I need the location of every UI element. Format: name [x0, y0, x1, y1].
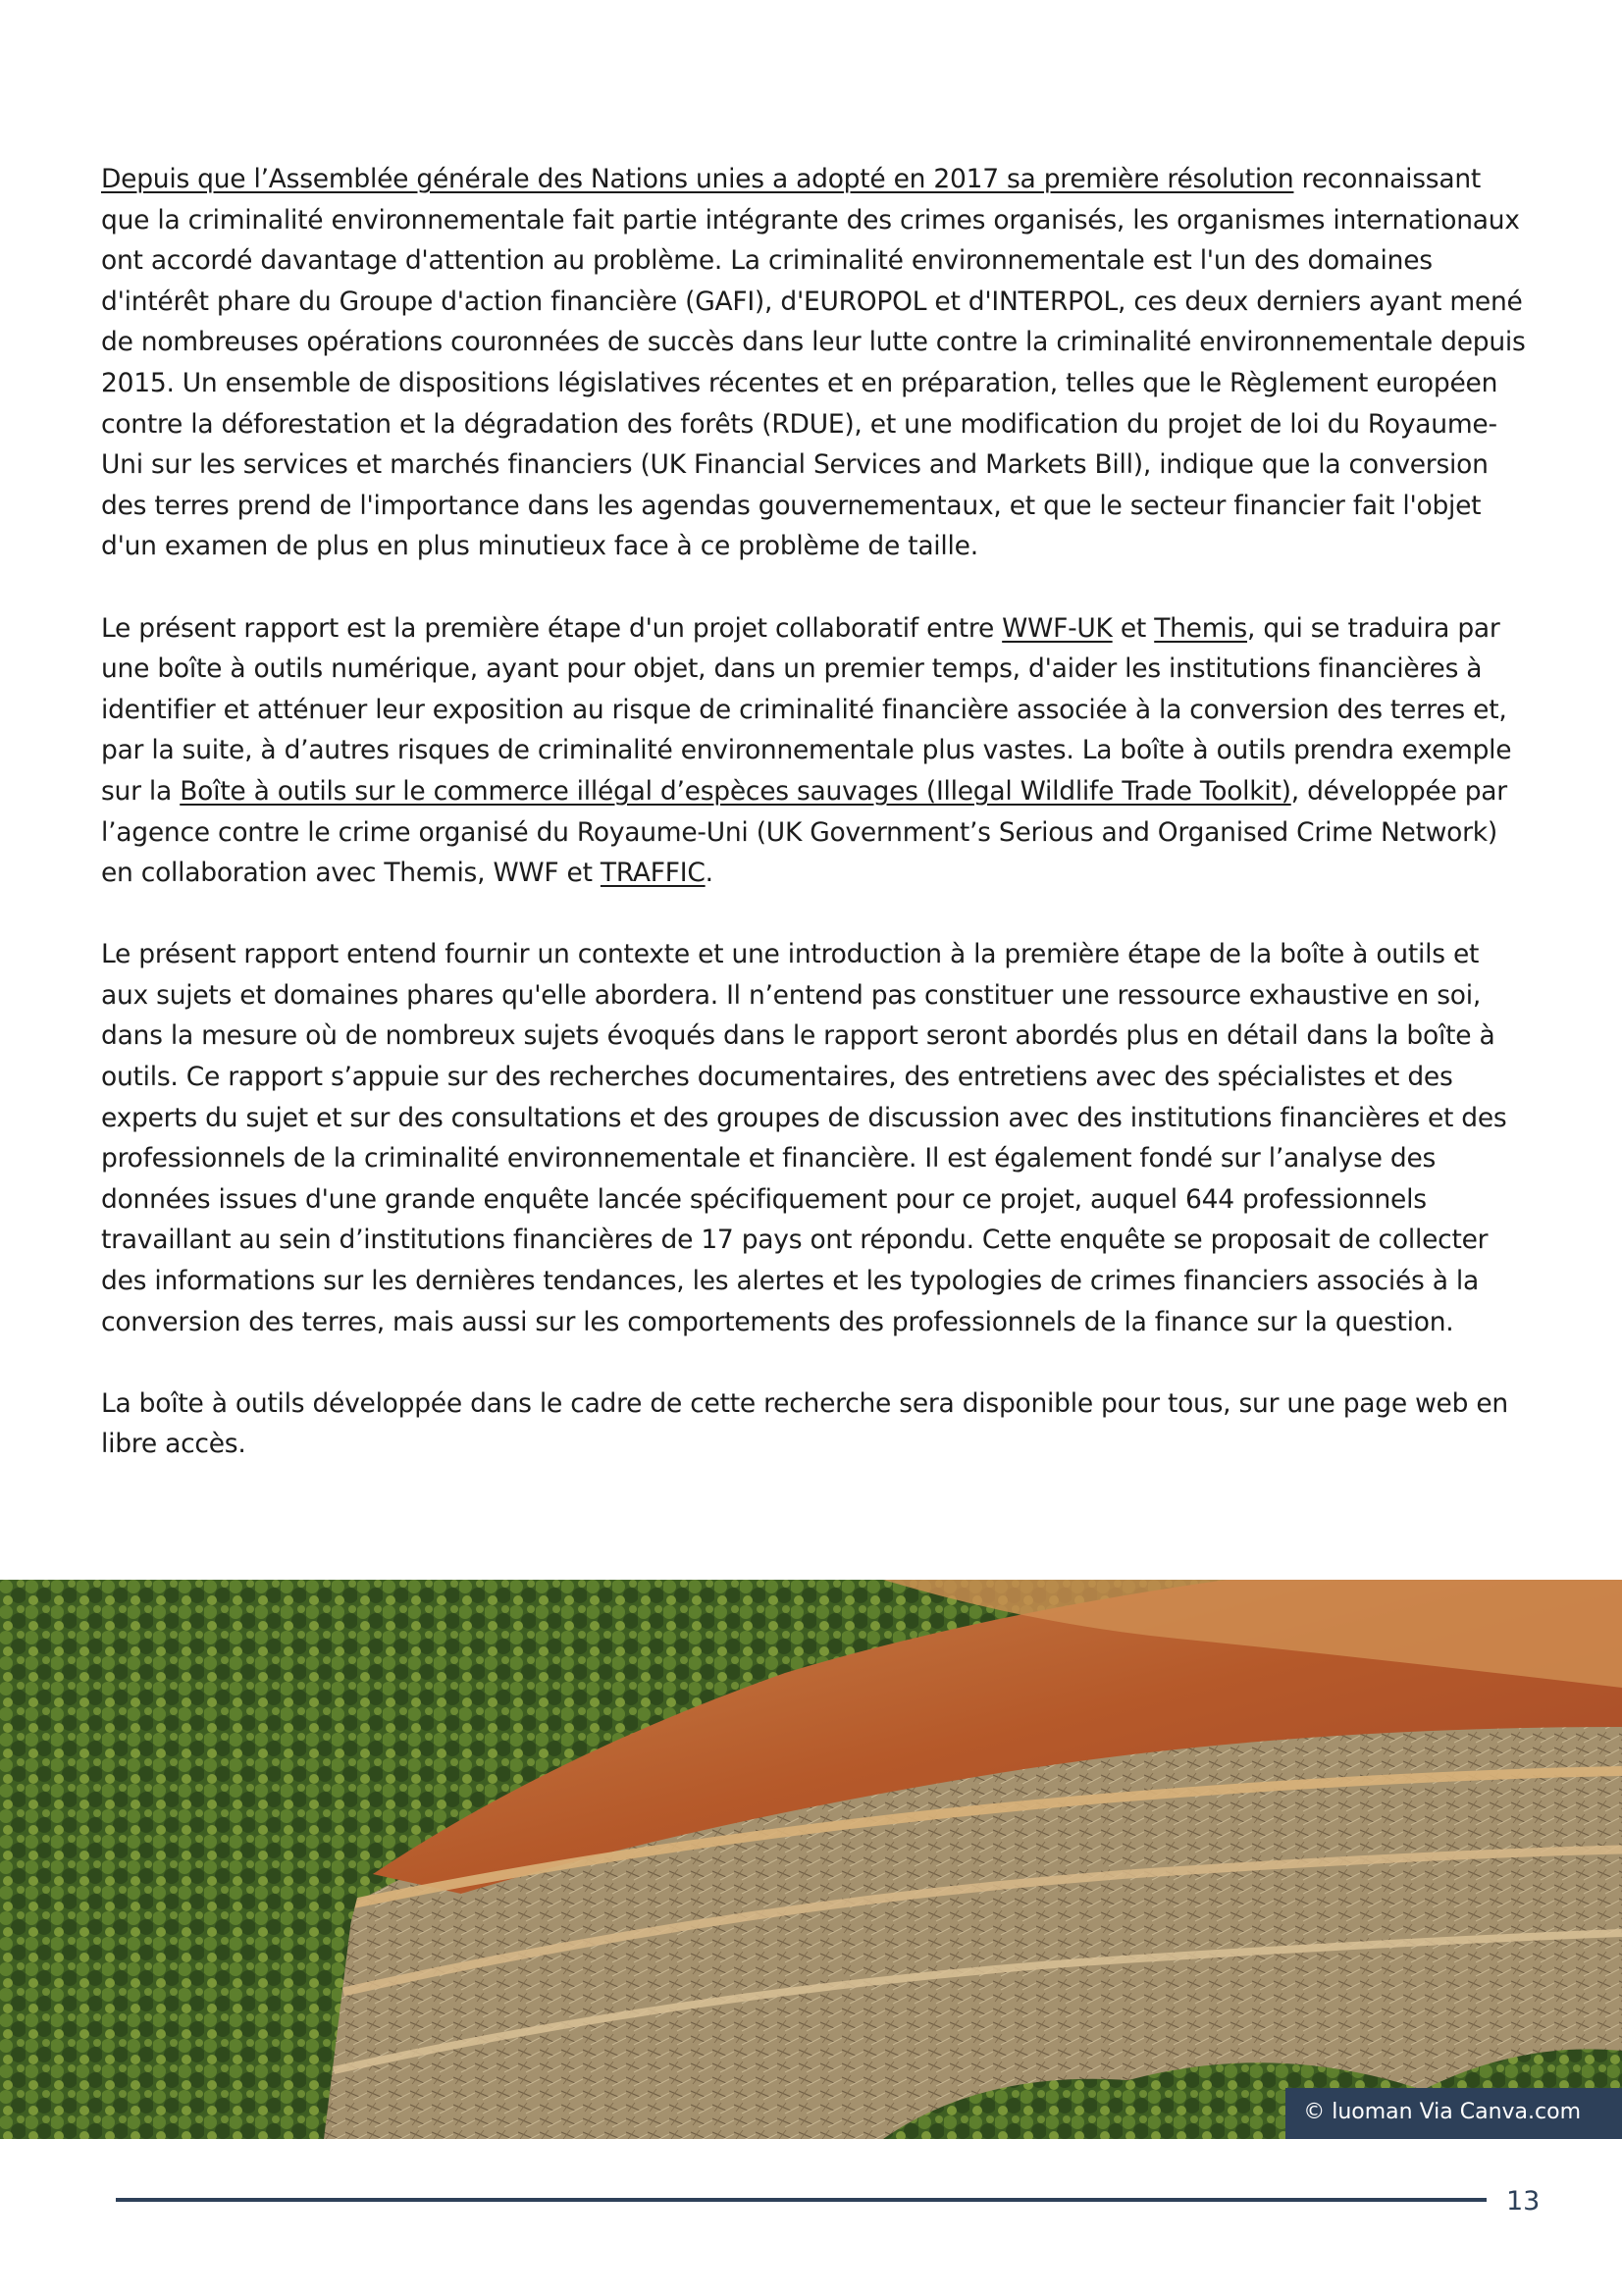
photo-credit: © luoman Via Canva.com [1285, 2088, 1622, 2139]
body-text [101, 159, 1526, 1506]
paragraph [101, 159, 1526, 567]
inline-link[interactable]: TRAFFIC [600, 858, 706, 889]
paragraph [101, 608, 1526, 894]
footer-rule [116, 2198, 1487, 2202]
paragraph [101, 934, 1526, 1342]
page-number: 13 [1506, 2186, 1541, 2217]
deforestation-photo-illustration [0, 1580, 1622, 2139]
inline-link[interactable]: Themis [1154, 612, 1247, 644]
paragraph-text: Le présent rapport entend fournir un contexte et une introduction à la première étape de la boîte à outils et aux sujets et domaines phares qu'elle abordera. Il n’entend pas constituer une ressource exhaustive en soi, dans la mesure où de nombreux sujets évoqués dans le rapport seront abordés plus en détail dans la boîte à outils. Ce rapport s’appuie sur des recherches documentaires, des entretiens avec des spécialistes et des experts du sujet et sur des consultations et des groupes de discussion avec des institutions financières et des professionnels de la criminalité environnementale et financière. Il est également fondé sur l’analyse des données issues d'une grande enquête lancée spécifiquement pour ce projet, auquel 644 professionnels travaillant au sein d’institutions financières de 17 pays ont répondu. Cette enquête se proposait de collecter des informations sur les dernières tendances, les alertes et les typologies de crimes financiers associés à la conversion des terres, mais aussi sur les comportements des professionnels de la finance sur la question. [101, 939, 1507, 1337]
inline-link[interactable]: Depuis que l’Assemblée générale des Nations unies a adopté en 2017 sa première résolution [101, 164, 1294, 194]
paragraph-text: , développée par l’agence contre le crime organisé du Royaume-Uni (UK Government’s Serious and Organised Crime Network) en collaboration avec Themis, WWF et [101, 775, 1507, 889]
inline-link[interactable]: Boîte à outils sur le commerce illégal d’espèces sauvages (Illegal Wildlife Trade Toolkit) [180, 775, 1291, 807]
paragraph-text: et [1112, 612, 1155, 644]
paragraph-text: reconnaissant que la criminalité environnementale fait partie intégrante des crimes organisés, les organismes internationaux ont accordé davantage d'attention au problème. La criminalité environnementale est l'un des domaines d'intérêt phare du Groupe d'action financière (GAFI), d'EUROPOL et d'INTERPOL, ces deux derniers ayant mené de nombreuses opérations couronnées de succès dans leur lutte contre la criminalité environnementale depuis 2015. Un ensemble de dispositions législatives récentes et en préparation, telles que le Règlement européen contre la déforestation et la dégradation des forêts (RDUE), et une modification du projet de loi du Royaume-Uni sur les services et marchés financiers (UK Financial Services and Markets Bill), indique que la conversion des terres prend de l'importance dans les agendas gouvernementaux, et que le secteur financier fait l'objet d'un examen de plus en plus minutieux face à ce problème de taille. [101, 164, 1526, 562]
deforestation-photo [0, 1580, 1622, 2139]
paragraph-text: , qui se traduira par une boîte à outils numérique, ayant pour objet, dans un premier temps, d'aider les institutions financières à identifier et atténuer leur exposition au risque de criminalité financière associée à la conversion des terres et, par la suite, à d’autres risques de criminalité environnementale plus vastes. La boîte à outils prendra exemple sur la [101, 612, 1512, 807]
paragraph [101, 1383, 1526, 1465]
paragraph-text: . [705, 858, 713, 889]
paragraph-text: Le présent rapport est la première étape d'un projet collaboratif entre [101, 612, 1003, 644]
inline-link[interactable]: WWF-UK [1002, 612, 1113, 644]
paragraph-text: La boîte à outils développée dans le cadre de cette recherche sera disponible pour tous, sur une page web en libre accès. [101, 1387, 1508, 1460]
